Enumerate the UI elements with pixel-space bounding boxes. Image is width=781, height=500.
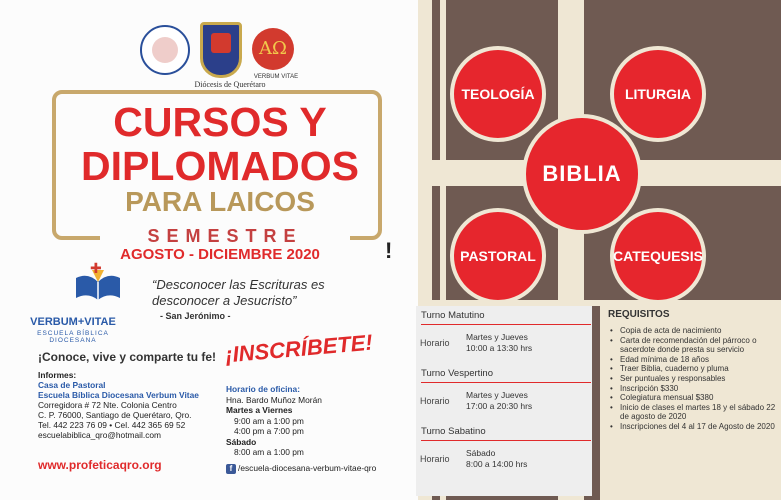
info-block bbox=[38, 370, 228, 440]
info-place-1: Casa de Pastoral bbox=[38, 380, 106, 390]
requirement-item: • Colegiatura mensual $380 bbox=[608, 393, 776, 403]
office-contact: Hna. Bardo Muñoz Morán bbox=[226, 394, 322, 405]
circle-teologia: TEOLOGÍA bbox=[450, 46, 546, 142]
requirements-panel bbox=[600, 306, 781, 500]
title-line-2: DIPLOMADOS bbox=[81, 143, 359, 189]
shift-time-evening: 17:00 a 20:30 hrs bbox=[466, 401, 533, 411]
circle-catequesis: CATEQUESIS bbox=[610, 208, 706, 304]
exclamation-mark: ! bbox=[385, 238, 393, 263]
school-subtitle: ESCUELA BÍBLICA DIOCESANA bbox=[37, 330, 109, 344]
semester-label: SEMESTRE bbox=[100, 226, 350, 247]
diocese-name: Diócesis de Querétaro bbox=[194, 80, 266, 89]
info-phones: Tel. 442 223 76 09 • Cel. 442 365 69 52 bbox=[38, 420, 186, 430]
requirement-item: • Ser puntuales y responsables bbox=[608, 374, 776, 384]
shift-title-morning: Turno Matutino bbox=[421, 310, 485, 321]
subtitle: PARA LAICOS bbox=[125, 186, 315, 217]
title-line-1: CURSOS Y bbox=[113, 99, 327, 145]
circle-biblia: BIBLIA bbox=[522, 114, 642, 234]
info-address-2: C. P. 76000, Santiago de Querétaro, Qro. bbox=[38, 410, 192, 420]
requirement-item: • Carta de recomendación del párroco o sacerdote donde presta su servicio bbox=[608, 336, 776, 355]
diocese-coat-of-arms-icon bbox=[200, 22, 242, 78]
shift-label-morning: Horario bbox=[420, 338, 450, 348]
requirement-item: • Copia de acta de nacimiento bbox=[608, 326, 776, 336]
main-title bbox=[60, 100, 380, 188]
requirement-item: • Inscripciones del 4 al 17 de Agosto de 2020 bbox=[608, 422, 776, 432]
circle-liturgia: LITURGIA bbox=[610, 46, 706, 142]
office-saturday-label: Sábado bbox=[226, 436, 257, 447]
office-weekday-1: 9:00 am a 1:00 pm bbox=[234, 415, 304, 426]
facebook-icon: f bbox=[226, 464, 236, 474]
requirements-list bbox=[608, 326, 776, 432]
circle-pastoral: PASTORAL bbox=[450, 208, 546, 304]
cross-icon: ✚ bbox=[90, 260, 102, 276]
shift-label-saturday: Horario bbox=[420, 454, 450, 464]
office-hours-block bbox=[226, 384, 426, 458]
office-weekday-2: 4:00 pm a 7:00 pm bbox=[234, 426, 304, 436]
requirement-item: • Traer Biblia, cuaderno y pluma bbox=[608, 364, 776, 374]
shift-title-saturday: Turno Sabatino bbox=[421, 426, 486, 437]
info-place-2: Escuela Bíblica Diocesana Verbum Vitae bbox=[38, 390, 199, 400]
verbum-vitae-small-label: VERBUM VITAE bbox=[253, 74, 299, 80]
info-address-1: Corregidora # 72 Nte. Colonia Centro bbox=[38, 400, 177, 410]
inscribete-callout: ¡INSCRÍBETE! bbox=[224, 329, 374, 368]
shift-days-morning: Martes y Jueves bbox=[466, 332, 528, 342]
shift-time-saturday: 8:00 a 14:00 hrs bbox=[466, 459, 528, 469]
info-heading: Informes: bbox=[38, 370, 77, 380]
quote-author: - San Jerónimo - bbox=[160, 311, 231, 321]
office-hours-heading: Horario de oficina: bbox=[226, 384, 300, 394]
website-link[interactable]: www.profeticaqro.org bbox=[38, 458, 162, 472]
alpha-omega-logo-icon: AΩ bbox=[252, 28, 294, 70]
diocesan-school-seal-icon bbox=[140, 25, 190, 75]
logos-row bbox=[140, 10, 300, 90]
tagline: ¡Conoce, vive y comparte tu fe! bbox=[38, 350, 217, 364]
semester-dates: AGOSTO - DICIEMBRE 2020 bbox=[120, 246, 320, 263]
shift-days-evening: Martes y Jueves bbox=[466, 390, 528, 400]
requirements-title: REQUISITOS bbox=[608, 309, 670, 320]
shift-divider bbox=[421, 440, 591, 441]
shift-days-saturday: Sábado bbox=[466, 448, 496, 458]
requirement-item: • Inicio de clases el martes 18 y el sábado 22 de agosto de 2020 bbox=[608, 403, 776, 422]
info-email[interactable]: escuelabiblica_qro@hotmail.com bbox=[38, 430, 162, 440]
shift-time-morning: 10:00 a 13:30 hrs bbox=[466, 343, 533, 353]
school-name: VERBUM+VITAE bbox=[30, 316, 116, 328]
shift-title-evening: Turno Vespertino bbox=[421, 368, 493, 379]
shift-divider bbox=[421, 382, 591, 383]
facebook-link[interactable] bbox=[226, 463, 376, 474]
shifts-panel bbox=[416, 306, 592, 496]
verbum-vitae-logo-icon bbox=[60, 260, 140, 318]
shift-divider bbox=[421, 324, 591, 325]
office-saturday-1: 8:00 am a 1:00 pm bbox=[234, 447, 304, 457]
facebook-handle: /escuela-diocesana-verbum-vitae-qro bbox=[238, 463, 377, 473]
office-weekday-label: Martes a Viernes bbox=[226, 405, 293, 415]
shift-label-evening: Horario bbox=[420, 396, 450, 406]
quote-text: “Desconocer las Escrituras es desconocer a Jesucristo” bbox=[152, 277, 325, 308]
requirement-item: • Inscripción $330 bbox=[608, 384, 776, 394]
requirement-item: • Edad mínima de 18 años bbox=[608, 355, 776, 365]
